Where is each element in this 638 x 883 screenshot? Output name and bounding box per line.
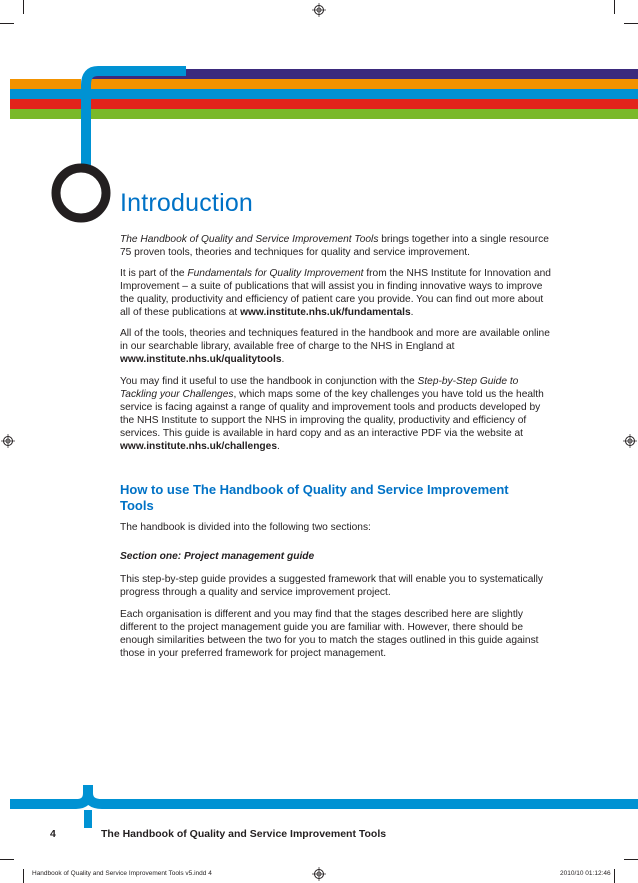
how-to-p3-text: Each organisation is different and you may find that the stages described here are slightly different to the project management guide you are familiar with. However, there should be enough similarities between the two for you to match the stages outlined in this guide against those in your preferred framework for project management. — [120, 609, 539, 659]
how-to-paragraph-2 — [120, 574, 555, 600]
crop-mark-bottom-right-v — [614, 869, 615, 883]
intro-paragraph-2 — [120, 268, 555, 320]
how-to-p2-text: This step-by-step guide provides a suggested framework that will enable you to systematically progress through a quality and service improvement project. — [120, 574, 543, 598]
footer-tick — [84, 810, 92, 828]
registration-mark-icon-right — [623, 434, 637, 448]
crop-mark-top-right-h — [624, 23, 638, 24]
page-number: 4 — [50, 828, 56, 840]
section-one-heading-text: Section one: Project management guide — [120, 551, 315, 562]
how-to-paragraph-3 — [120, 609, 555, 661]
tube-line-bottom — [10, 785, 638, 825]
intro-paragraph-4 — [120, 376, 555, 453]
intro-paragraph-1 — [120, 234, 555, 260]
page-title: Introduction — [120, 189, 254, 217]
qualitytools-link[interactable]: www.institute.nhs.uk/qualitytools — [120, 353, 282, 365]
intro-p4-middle: , which maps some of the key challenges you have told us the health service is facing against a range of quality and improvement tools and products developed by the NHS Institute to support the NHS in improving the quality, productivity and efficiency of services. This guide is available in hard copy and as an interactive PDF via the website at — [120, 388, 544, 439]
registration-mark-icon-top — [312, 3, 326, 17]
crop-mark-bottom-left-h — [0, 859, 14, 860]
registration-mark-icon-bottom — [312, 867, 326, 881]
station-circle-icon — [50, 162, 112, 224]
intro-paragraph-3 — [120, 328, 555, 367]
handbook-title-italic: The Handbook of Quality and Service Improvement Tools — [120, 234, 379, 245]
intro-p3-start: All of the tools, theories and techniques featured in the handbook and more are available online in our searchable library, available free of charge to the NHS in England at — [120, 328, 550, 352]
crop-mark-top-left-v — [23, 0, 24, 14]
intro-p2-middle: from the NHS Institute for Innovation and Improvement – a suite of publications that will assist you in finding innovative ways to improve the quality, productivity and efficiency of patient care you provide. You can find out more about all of these publications at — [120, 268, 551, 318]
fundamentals-link[interactable]: www.institute.nhs.uk/fundamentals — [240, 306, 411, 318]
intro-p1-text: brings together into a single resource 75 proven tools, theories and techniques for quality and service improvement. — [120, 234, 549, 258]
intro-p2-end: . — [410, 306, 414, 318]
slug-timestamp: 2010/10 01:12:46 — [560, 870, 611, 877]
intro-p4-end: . — [277, 440, 280, 452]
crop-mark-bottom-left-v — [23, 869, 24, 883]
registration-mark-icon-left — [1, 434, 15, 448]
crop-mark-bottom-right-h — [624, 859, 638, 860]
step-by-step-italic: Step-by-Step Guide to Tackling your Challenges — [120, 376, 519, 400]
intro-p2-start: It is part of the — [120, 268, 188, 279]
how-to-use-heading: How to use The Handbook of Quality and Service Improvement Tools — [120, 482, 509, 513]
challenges-link[interactable]: www.institute.nhs.uk/challenges — [120, 440, 277, 452]
crop-mark-top-left-h — [0, 23, 14, 24]
crop-mark-top-right-v — [614, 0, 615, 14]
fundamentals-italic: Fundamentals for Quality Improvement — [187, 268, 364, 279]
intro-p4-start: You may find it useful to use the handbook in conjunction with the — [120, 376, 418, 387]
slug-filename: Handbook of Quality and Service Improvement Tools v5.indd 4 — [32, 870, 212, 877]
section-one-heading — [120, 551, 555, 564]
intro-p3-end: . — [281, 353, 285, 365]
how-to-paragraph-1 — [120, 522, 555, 535]
footer-book-title: The Handbook of Quality and Service Improvement Tools — [101, 828, 387, 840]
how-to-p1-text: The handbook is divided into the following two sections: — [120, 522, 371, 533]
